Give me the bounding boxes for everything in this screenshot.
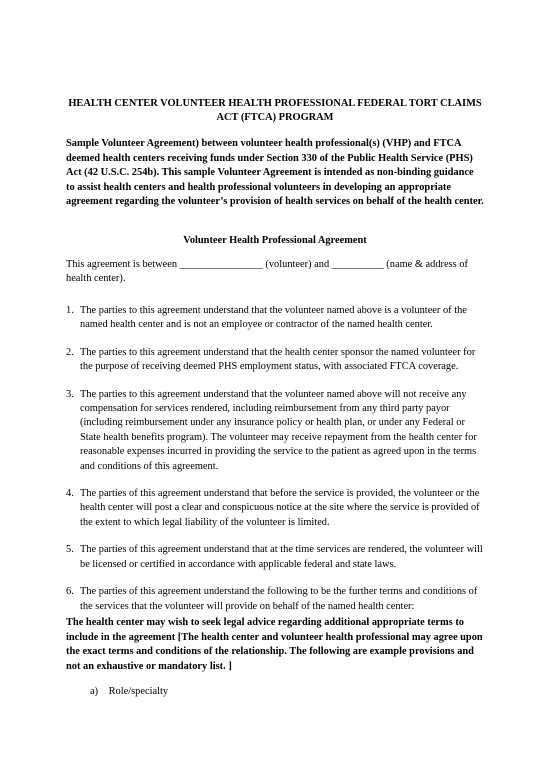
list-item-text: The parties to this agreement understand that the volunteer named above will not receive any compensation for services rendered, including reimbursement from any third party payor (including reimbursement under any insurance policy or health plan, or under any Federal or State health benefits program). The volunteer may receive repayment from the health center for reasonable expenses incurred in providing the service to the patient as agreed upon in the terms and conditions of this agreement. — [80, 388, 477, 472]
list-item — [66, 304, 486, 333]
list-item-number: 1. — [66, 305, 74, 316]
list-item-number: 2. — [66, 346, 74, 358]
document-title: HEALTH CENTER VOLUNTEER HEALTH PROFESSIONAL FEDERAL TORT CLAIMS ACT (FTCA) PROGRAM — [68, 98, 482, 124]
list-item-text: The parties of this agreement understand the following to be the further terms and conditions of the services that the volunteer will provide on behalf of the named health center: — [80, 586, 478, 612]
sub-list-item-letter: a) — [90, 686, 99, 697]
list-item-number: 6. — [66, 586, 74, 598]
legal-advice-note: The health center may wish to seek legal advice regarding additional appropriate terms to include in the agreement [The health center and volunteer health professional may agree upon the exact terms and conditions of the relationship. The following are example provisions and not an exhaustive or mandatory list. ] — [66, 617, 483, 672]
list-item-number: 3. — [66, 388, 74, 400]
list-item-text: The parties to this agreement understand that the health center sponsor the named volunteer for the purpose of receiving deemed PHS employment status, with associated FTCA coverage. — [80, 346, 476, 373]
list-item — [66, 346, 486, 375]
list-item-text: The parties of this agreement understand that before the service is provided, the volunteer or the health center will post a clear and conspicuous notice at the site where the service is provided of the extent to which legal liability of the volunteer is limited. — [80, 488, 480, 528]
list-item — [66, 543, 486, 572]
sub-list-item — [90, 685, 168, 699]
list-item — [66, 585, 486, 614]
terms-list — [66, 304, 486, 627]
list-item — [66, 388, 486, 474]
list-item-text: The parties of this agreement understand that at the time services are rendered, the volunteer will be licensed or certified in accordance with applicable federal and state laws. — [80, 544, 483, 570]
agreement-heading: Volunteer Health Professional Agreement — [183, 235, 367, 246]
list-item-number: 4. — [66, 488, 74, 500]
agreement-parties-line: This agreement is between ________________ (volunteer) and __________ (name & address of health center). — [66, 259, 468, 285]
list-item-text: The parties to this agreement understand that the volunteer named above is a volunteer of the named health center and is not an employee or contractor of the named health center. — [80, 305, 467, 331]
list-item-number: 5. — [66, 544, 74, 556]
list-item — [66, 487, 486, 530]
intro-paragraph: Sample Volunteer Agreement) between volunteer health professional(s) (VHP) and FTCA deemed health centers receiving funds under Section 330 of the Public Health Service (PHS) Act (42 U.S.C. 254b). This sample Volunteer Agreement is intended as non-binding guidance to assist health centers and health professional volunteers in developing an appropriate agreement regarding the volunteer’s provision of health services on behalf of the health center. — [66, 138, 484, 208]
sub-list-item-text: Role/specialty — [108, 686, 169, 697]
